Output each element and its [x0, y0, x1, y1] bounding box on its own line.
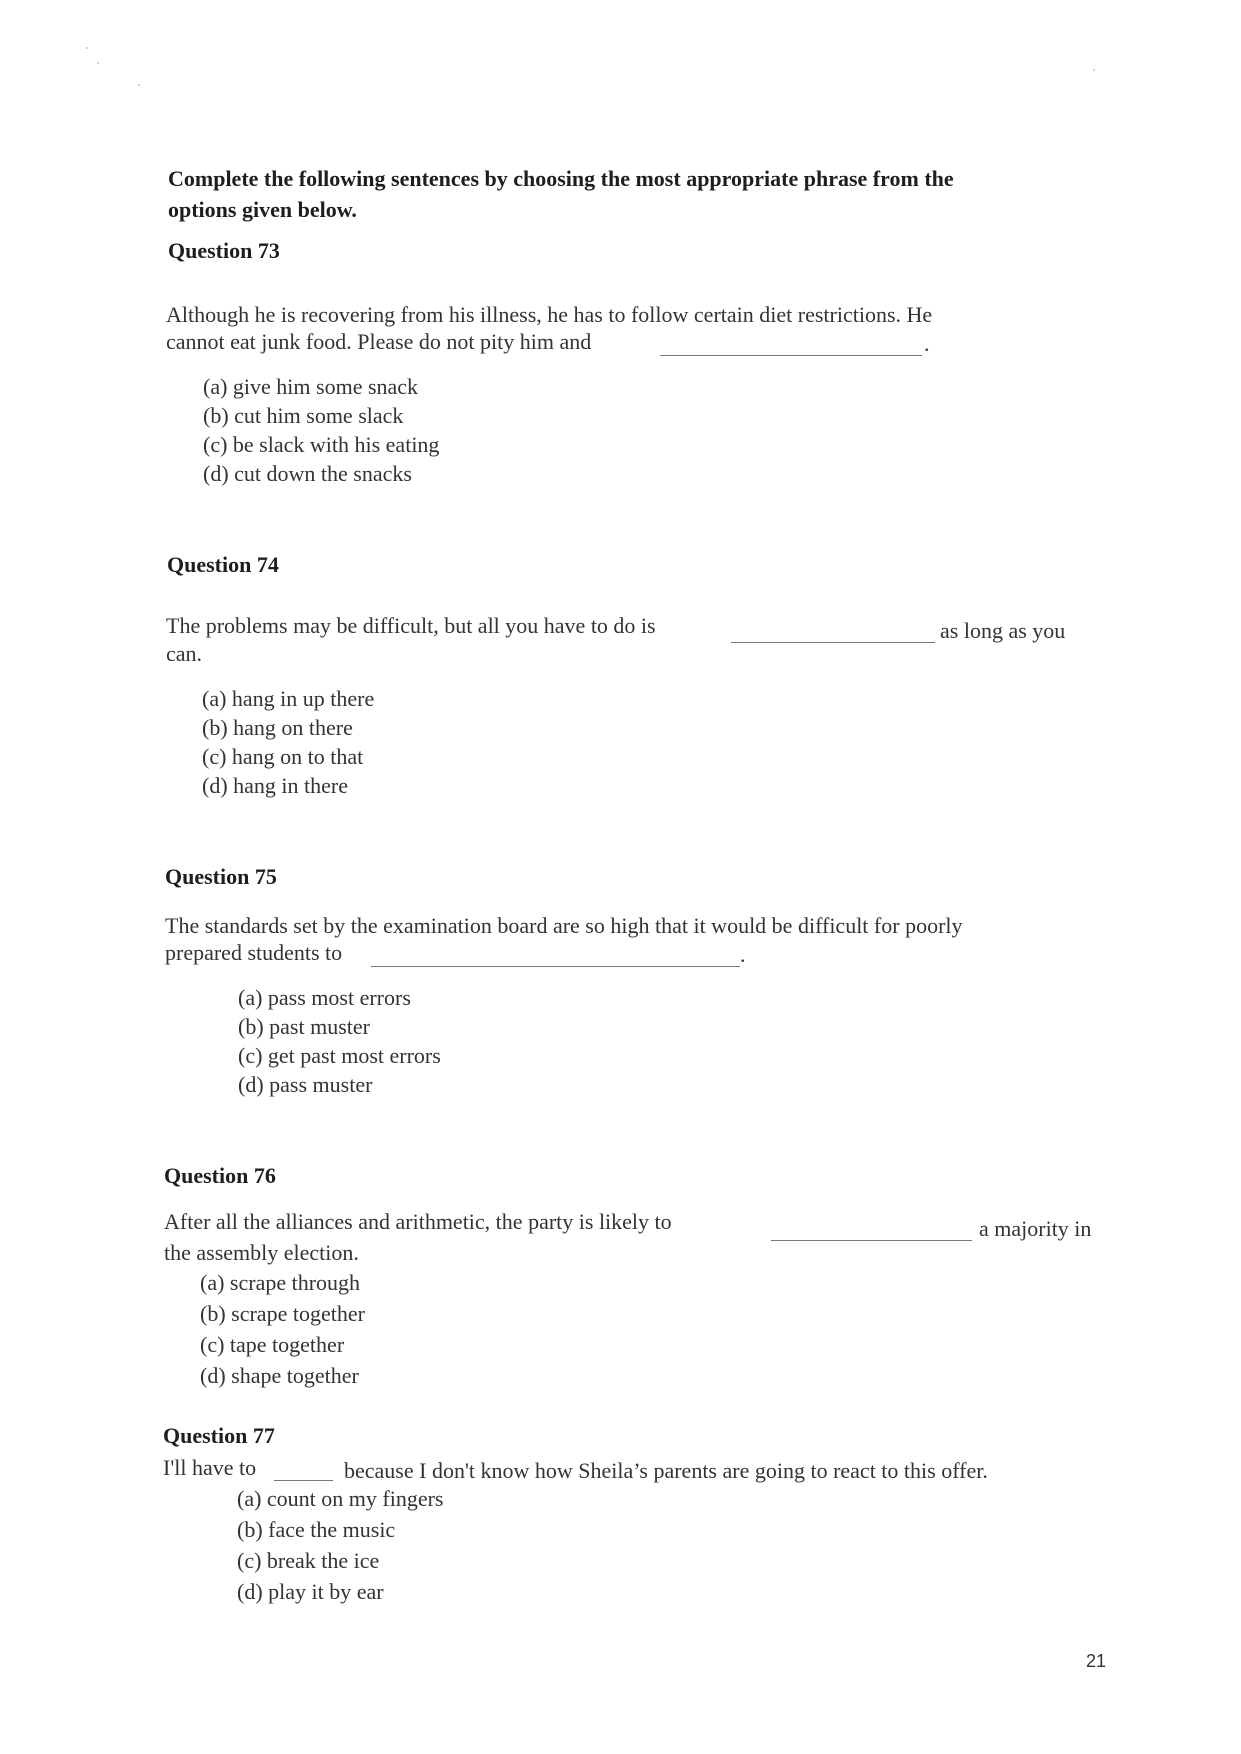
question-text: can.: [166, 641, 203, 666]
option-d[interactable]: (d) cut down the snacks: [203, 461, 412, 486]
question-heading: Question 77: [163, 1423, 275, 1448]
question-text: The problems may be difficult, but all you have to do is: [166, 613, 656, 638]
answer-blank: [771, 1240, 972, 1241]
page-number: 21: [1086, 1651, 1107, 1671]
question-text: prepared students to: [165, 940, 343, 965]
scan-speck: [1093, 69, 1095, 71]
scan-speck: [138, 84, 140, 86]
question-text: I'll have to: [163, 1455, 257, 1480]
option-a[interactable]: (a) hang in up there: [202, 686, 375, 711]
question-text-after-blank: as long as you: [940, 618, 1066, 643]
question-text: cannot eat junk food. Please do not pity him and: [166, 329, 592, 354]
question-text-after-blank: because I don't know how Sheila’s parents are going to react to this offer.: [344, 1458, 988, 1483]
option-c[interactable]: (c) hang on to that: [202, 744, 364, 769]
option-d[interactable]: (d) hang in there: [202, 773, 348, 798]
scan-speck: [86, 47, 88, 49]
answer-blank: [731, 642, 935, 643]
option-a[interactable]: (a) scrape through: [200, 1270, 361, 1295]
question-text: The standards set by the examination board are so high that it would be difficult for poorly: [165, 913, 963, 938]
option-a[interactable]: (a) give him some snack: [203, 374, 419, 399]
option-c[interactable]: (c) tape together: [200, 1332, 345, 1357]
question-text: After all the alliances and arithmetic, the party is likely to: [164, 1209, 672, 1234]
question-heading: Question 76: [164, 1163, 276, 1188]
question-heading: Question 74: [167, 552, 279, 577]
option-a[interactable]: (a) count on my fingers: [237, 1486, 444, 1511]
option-b[interactable]: (b) cut him some slack: [203, 403, 404, 428]
option-b[interactable]: (b) past muster: [238, 1014, 370, 1039]
option-b[interactable]: (b) scrape together: [200, 1301, 365, 1326]
scan-speck: [97, 62, 99, 64]
question-text: Although he is recovering from his illness, he has to follow certain diet restrictions. He: [166, 302, 933, 327]
option-b[interactable]: (b) face the music: [237, 1517, 396, 1542]
sentence-period: .: [924, 331, 930, 356]
option-c[interactable]: (c) get past most errors: [238, 1043, 441, 1068]
question-text-after-blank: a majority in: [979, 1216, 1092, 1241]
sentence-period: .: [740, 942, 746, 967]
option-c[interactable]: (c) be slack with his eating: [203, 432, 440, 457]
option-b[interactable]: (b) hang on there: [202, 715, 353, 740]
option-c[interactable]: (c) break the ice: [237, 1548, 380, 1573]
option-a[interactable]: (a) pass most errors: [238, 985, 411, 1010]
instructions-line-2: options given below.: [168, 197, 357, 222]
answer-blank: [371, 966, 740, 967]
option-d[interactable]: (d) shape together: [200, 1363, 359, 1388]
question-heading: Question 73: [168, 238, 280, 263]
instructions-line-1: Complete the following sentences by choosing the most appropriate phrase from the: [168, 166, 954, 191]
question-text: the assembly election.: [164, 1240, 359, 1265]
option-d[interactable]: (d) pass muster: [238, 1072, 373, 1097]
answer-blank: [660, 355, 922, 356]
option-d[interactable]: (d) play it by ear: [237, 1579, 384, 1604]
question-heading: Question 75: [165, 864, 277, 889]
answer-blank: [274, 1480, 333, 1481]
